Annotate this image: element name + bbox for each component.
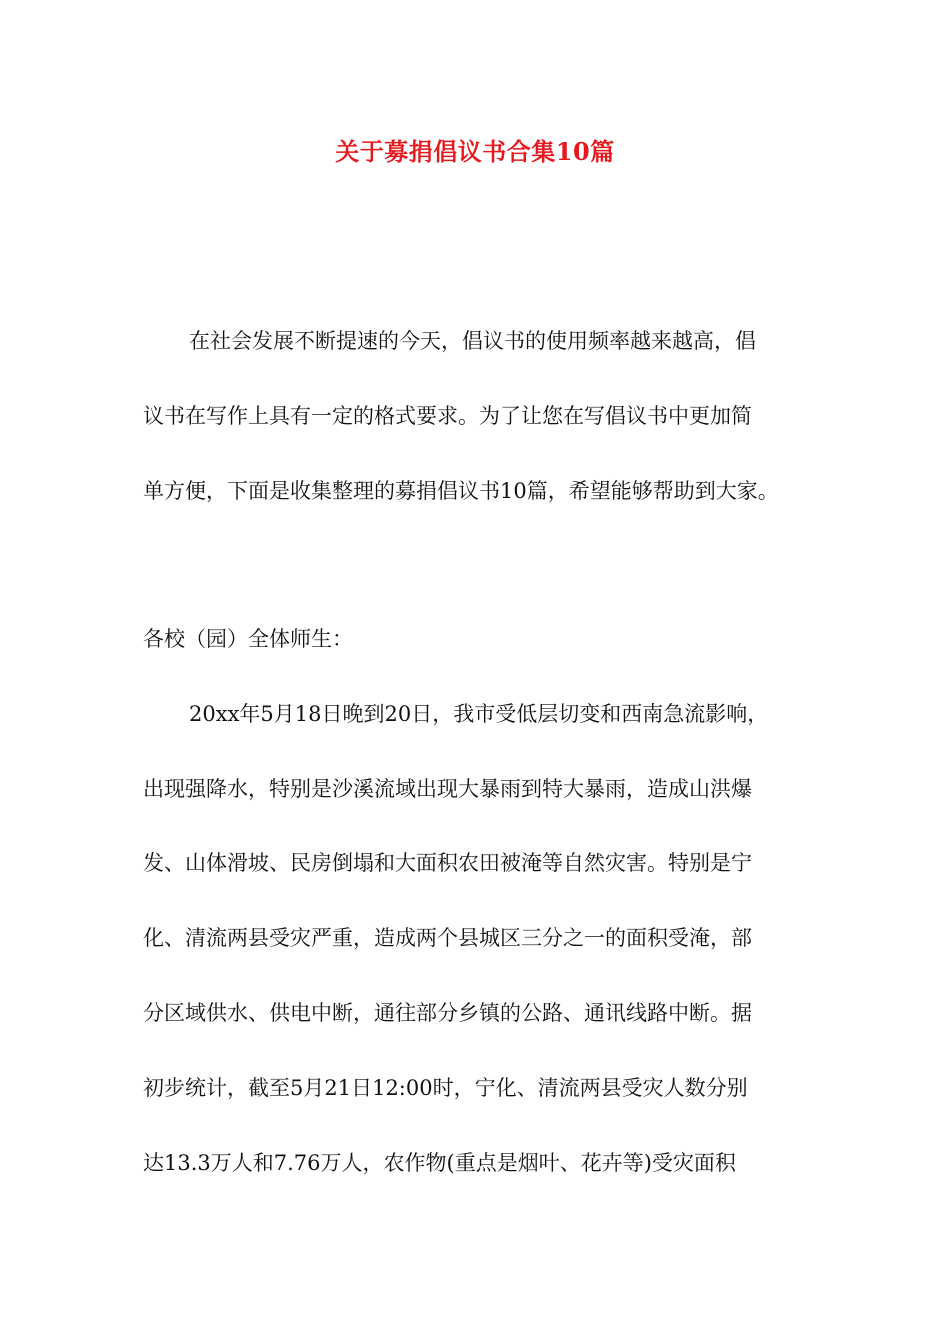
document-body xyxy=(143,0,807,1344)
body-line-3: 发、山体滑坡、民房倒塌和大面积农田被淹等自然灾害。特别是宁 xyxy=(143,851,752,875)
body-line-4: 化、清流两县受灾严重，造成两个县城区三分之一的面积受淹，部 xyxy=(143,926,752,950)
salutation: 各校（园）全体师生： xyxy=(143,627,353,651)
intro-line-1: 在社会发展不断提速的今天，倡议书的使用频率越来越高，倡 xyxy=(189,329,756,353)
body-line-5: 分区域供水、供电中断，通往部分乡镇的公路、通讯线路中断。据 xyxy=(143,1001,752,1025)
body-line-2: 出现强降水，特别是沙溪流域出现大暴雨到特大暴雨，造成山洪爆 xyxy=(143,777,752,801)
document-title: 关于募捐倡议书合集10篇 xyxy=(335,137,615,166)
intro-line-2: 议书在写作上具有一定的格式要求。为了让您在写倡议书中更加简 xyxy=(143,404,752,428)
body-line-7: 达13.3万人和7.76万人，农作物(重点是烟叶、花卉等)受灾面积 xyxy=(143,1151,736,1175)
intro-line-3: 单方便，下面是收集整理的募捐倡议书10篇，希望能够帮助到大家。 xyxy=(143,479,779,503)
body-line-6: 初步统计，截至5月21日12:00时，宁化、清流两县受灾人数分别 xyxy=(143,1076,748,1100)
body-line-1: 20xx年5月18日晚到20日，我市受低层切变和西南急流影响， xyxy=(189,702,769,726)
